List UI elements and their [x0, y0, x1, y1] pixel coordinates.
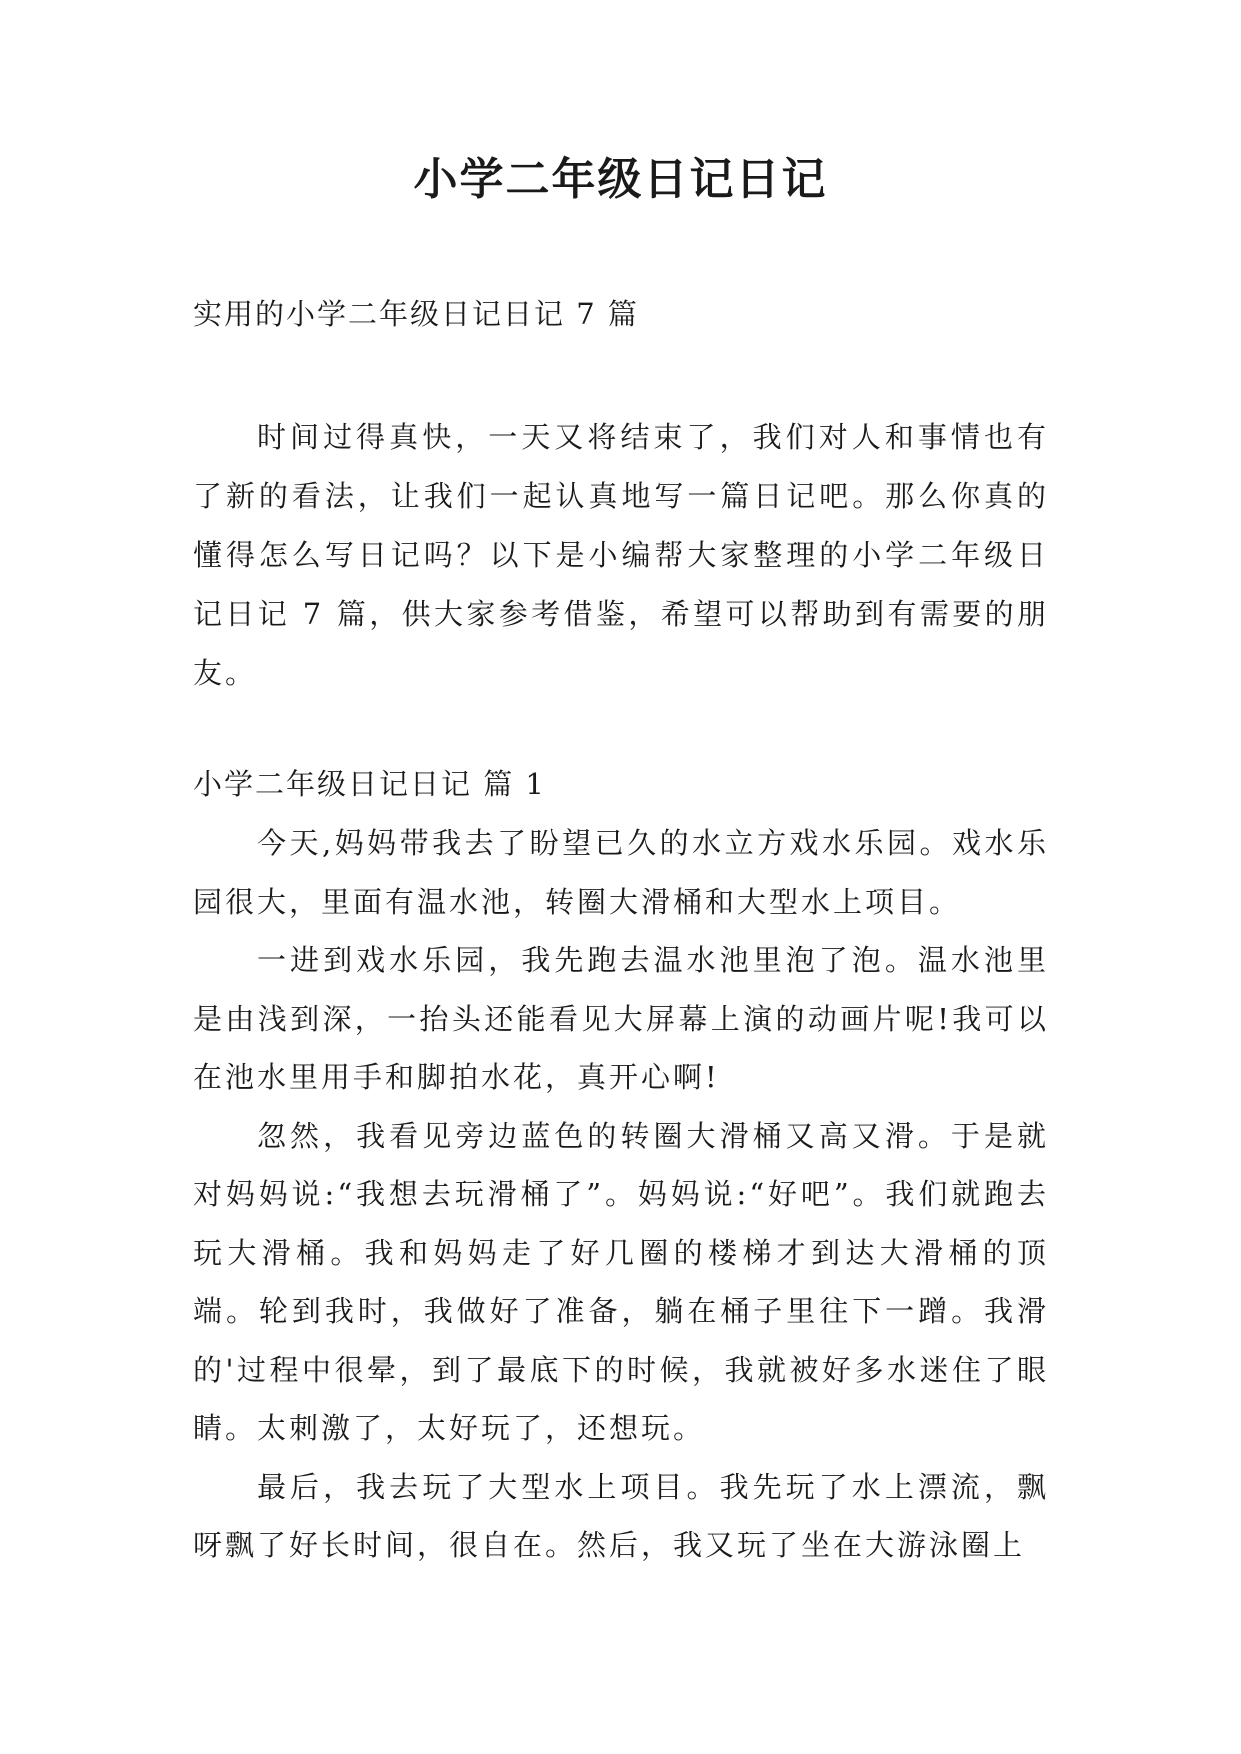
document-title: 小学二年级日记日记	[413, 154, 828, 205]
body-paragraph: 最后，我去玩了大型水上项目。我先玩了水上漂流，飘呀飘了好长时间，很自在。然后，我又玩了坐在大游泳圈上	[193, 1469, 1049, 1562]
document-subtitle: 实用的小学二年级日记日记 7 篇	[193, 297, 639, 331]
section-body	[193, 814, 1049, 1575]
intro-paragraph: 时间过得真快，一天又将结束了，我们对人和事情也有了新的看法，让我们一起认真地写一篇日记吧。那么你真的懂得怎么写日记吗？以下是小编帮大家整理的小学二年级日记日记 7 篇，供大家参考借鉴，希望可以帮助到有需要的朋友。	[193, 420, 1049, 690]
section-heading: 小学二年级日记日记 篇 1	[193, 767, 546, 801]
body-paragraph: 今天,妈妈带我去了盼望已久的水立方戏水乐园。戏水乐园很大，里面有温水池，转圈大滑桶和大型水上项目。	[193, 826, 1049, 919]
body-paragraph: 一进到戏水乐园，我先跑去温水池里泡了泡。温水池里是由浅到深，一抬头还能看见大屏幕上演的动画片呢!我可以在池水里用手和脚拍水花，真开心啊!	[193, 943, 1049, 1094]
body-paragraph: 忽然，我看见旁边蓝色的转圈大滑桶又高又滑。于是就对妈妈说:“我想去玩滑桶了”。妈妈说:“好吧”。我们就跑去玩大滑桶。我和妈妈走了好几圈的楼梯才到达大滑桶的顶端。轮到我时，我做好了准备，躺在桶子里往下一蹭。我滑的'过程中很晕，到了最底下的时候，我就被好多水迷住了眼睛。太刺激了，太好玩了，还想玩。	[193, 1118, 1049, 1445]
